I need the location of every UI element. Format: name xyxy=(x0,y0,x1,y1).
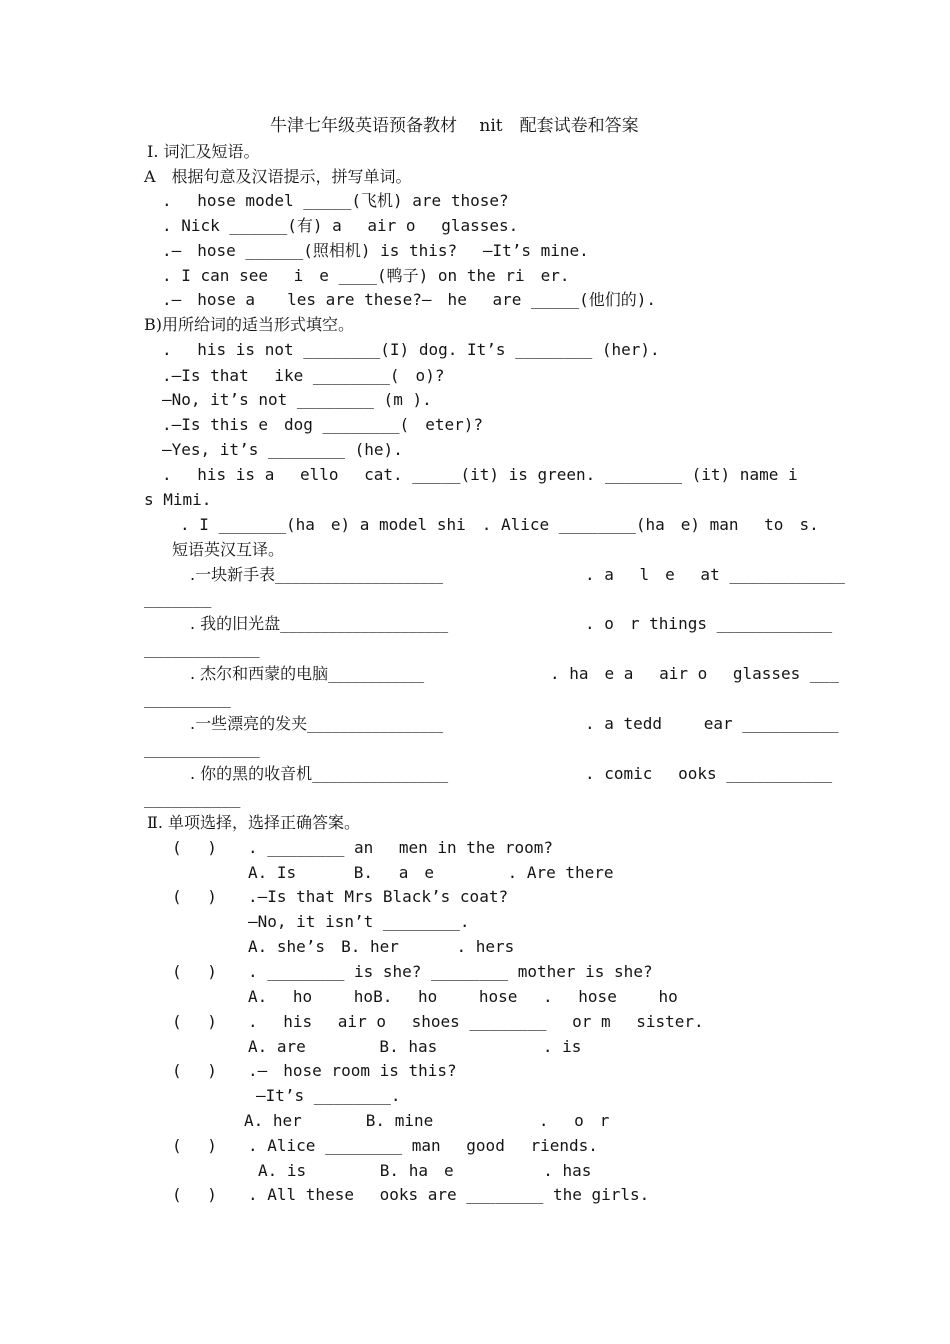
phrase-right: . ha e a air o glasses ___ xyxy=(550,664,839,683)
phrase-continuation: ____________ xyxy=(144,739,260,758)
answer-options: A. ho hoB. ho hose . hose ho xyxy=(248,987,678,1006)
phrase-continuation: __________ xyxy=(144,789,241,808)
question-stem: . ________ an men in the room? xyxy=(248,838,553,857)
phrase-right: . o r things ____________ xyxy=(585,614,833,633)
section-heading: Ⅰ. 词汇及短语。 xyxy=(147,142,260,161)
question-stem: . All these ooks are ________ the girls. xyxy=(248,1185,650,1204)
answer-bracket: ( ) xyxy=(172,1136,217,1155)
question-line: . his is a ello cat. _____(it) is green. ________ (it) name i xyxy=(162,465,798,484)
part-b-heading: B)用所给词的适当形式填空。 xyxy=(144,315,355,334)
question-line: . I can see i e ____(鸭子) on the ri er. xyxy=(162,266,570,285)
part-c-heading: 短语英汉互译。 xyxy=(172,540,285,559)
question-line: . Nick ______(有) a air o glasses. xyxy=(162,216,519,235)
question-stem: —No, it isn’t ________. xyxy=(248,912,470,931)
question-line: . I _______(ha e) a model shi . Alice ________(ha e) man to s. xyxy=(180,515,819,534)
question-stem: —It’s ________. xyxy=(256,1086,401,1105)
question-line: s Mimi. xyxy=(144,490,212,509)
question-line: .— hose ______(照相机) is this? —It’s mine. xyxy=(162,241,589,260)
answer-bracket: ( ) xyxy=(172,962,217,981)
answer-bracket: ( ) xyxy=(172,838,217,857)
question-stem: .— hose room is this? xyxy=(248,1061,457,1080)
answer-options: A. Is B. a e . Are there xyxy=(248,863,614,882)
answer-bracket: ( ) xyxy=(172,887,217,906)
phrase-left: . 杰尔和西蒙的电脑____________ xyxy=(190,664,425,683)
phrase-left: . 你的黑的收音机_________________ xyxy=(190,764,449,783)
question-stem: .—Is that Mrs Black’s coat? xyxy=(248,887,509,906)
question-stem: . ________ is she? ________ mother is she? xyxy=(248,962,653,981)
phrase-left: .一块新手表_____________________ xyxy=(190,565,444,584)
answer-bracket: ( ) xyxy=(172,1012,217,1031)
question-line: . hose model _____(飞机) are those? xyxy=(162,191,509,210)
question-line: —No, it’s not ________ (m ). xyxy=(162,390,432,409)
question-line: .—Is this e dog ________( eter)? xyxy=(162,415,483,434)
phrase-right: . a tedd ear __________ xyxy=(585,714,839,733)
phrase-continuation: _______ xyxy=(144,589,212,608)
phrase-right: . a l e at ____________ xyxy=(585,565,845,584)
answer-bracket: ( ) xyxy=(172,1185,217,1204)
answer-options: A. her B. mine . o r xyxy=(244,1111,610,1130)
answer-bracket: ( ) xyxy=(172,1061,217,1080)
question-line: .— hose a les are these?— he are _____(他们的). xyxy=(162,290,657,309)
section-heading: Ⅱ. 单项选择，选择正确答案。 xyxy=(147,813,361,832)
phrase-continuation: _________ xyxy=(144,689,231,708)
phrase-right: . comic ooks ___________ xyxy=(585,764,833,783)
question-stem: . Alice ________ man good riends. xyxy=(248,1136,598,1155)
answer-options: A. are B. has . is xyxy=(248,1037,582,1056)
phrase-left: . 我的旧光盘_____________________ xyxy=(190,614,449,633)
question-line: —Yes, it’s ________ (he). xyxy=(162,440,403,459)
answer-options: A. she’s B. her . hers xyxy=(248,937,515,956)
question-line: .—Is that ike ________( o)? xyxy=(162,366,445,385)
page-title: 牛津七年级英语预备教材 nit 配套试卷和答案 xyxy=(270,116,639,136)
phrase-left: .一些漂亮的发夹_________________ xyxy=(190,714,444,733)
answer-options: A. is B. ha e . has xyxy=(258,1161,592,1180)
phrase-continuation: ____________ xyxy=(144,639,260,658)
question-line: . his is not ________(I) dog. It’s ________ (her). xyxy=(162,340,660,359)
part-a-heading: A 根据句意及汉语提示，拼写单词。 xyxy=(144,167,412,186)
question-stem: . his air o shoes ________ or m sister. xyxy=(248,1012,704,1031)
